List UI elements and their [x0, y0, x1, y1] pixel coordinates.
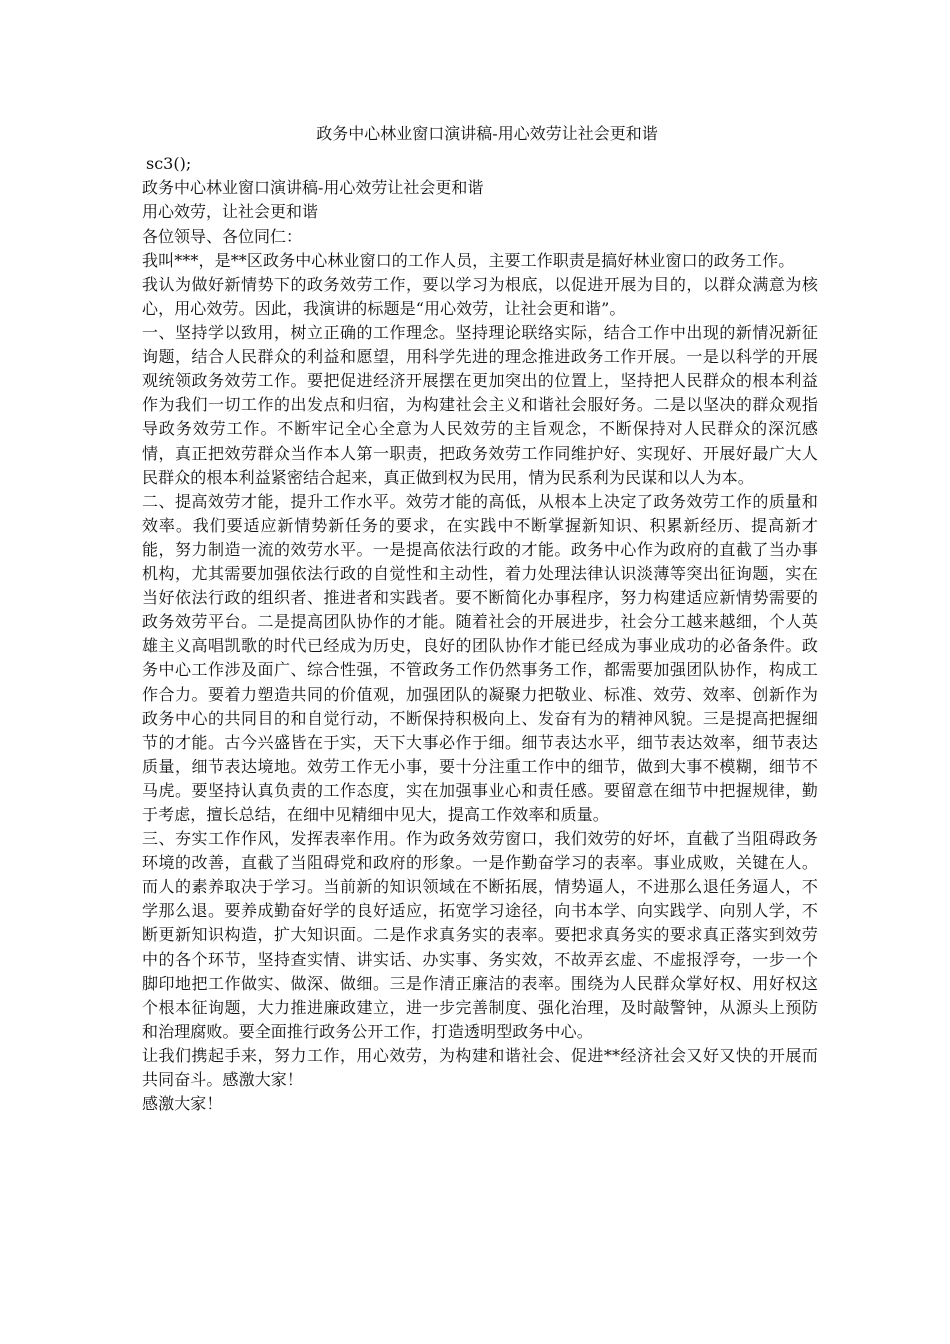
- code-line: sc3();: [146, 154, 192, 173]
- greeting: 各位领导、各位同仁：: [142, 226, 303, 246]
- paragraph: 一、坚持学以致用，树立正确的工作理念。坚持理论联络实际，结合工作中出现的新情况新征询题，结合人民群众的利益和愿望，用科学先进的理念推进政务工作开展。一是以科学的开展观统领政务效劳工作。要把促进经济开展摆在更加突出的位置上，坚持把人民群众的根本利益作为我们一切工作的出发点和归宿，为构建社会主义和谐社会服好务。二是以坚决的群众观指导政务效劳工作。不断牢记全心全意为人民效劳的主旨观念，不断保持对人民群众的深沉感情，真正把效劳群众当作本人第一职责，把政务效劳工作同维护好、实现好、开展好最广大人民群众的根本利益紧密结合起来，真正做到权为民用，情为民系利为民谋和以人为本。: [142, 323, 818, 487]
- paragraph: 我叫***，是**区政务中心林业窗口的工作人员，主要工作职责是搞好林业窗口的政务工作。: [142, 250, 795, 270]
- slogan: 用心效劳，让社会更和谐: [142, 202, 319, 222]
- subtitle-repeat: 政务中心林业窗口演讲稿-用心效劳让社会更和谐: [142, 178, 484, 198]
- paragraph: 让我们携起手来，努力工作，用心效劳，为构建和谐社会、促进**经济社会又好又快的开展而共同奋斗。感激大家！: [142, 1045, 818, 1089]
- paragraph: 我认为做好新情势下的政务效劳工作，要以学习为根底，以促进开展为目的，以群众满意为核心，用心效劳。因此，我演讲的标题是“用心效劳，让社会更和谐”。: [142, 274, 818, 318]
- document-page: [142, 122, 818, 1116]
- paragraph: 二、提高效劳才能，提升工作水平。效劳才能的高低，从根本上决定了政务效劳工作的质量和效率。我们要适应新情势新任务的要求，在实践中不断掌握新知识、积累新经历、提高新才能，努力制造一流的效劳水平。一是提高依法行政的才能。政务中心作为政府的直截了当办事机构，尤其需要加强依法行政的自觉性和主动性，着力处理法律认识淡薄等突出征询题，实在当好依法行政的组织者、推进者和实践者。要不断简化办事程序，努力构建适应新情势需要的政务效劳平台。二是提高团队协作的才能。随着社会的开展进步，社会分工越来越细，个人英雄主义高唱凯歌的时代已经成为历史，良好的团队协作才能已经成为事业成功的必备条件。政务中心工作涉及面广、综合性强，不管政务工作仍然事务工作，都需要加强团队协作，构成工作合力。要着力塑造共同的价值观，加强团队的凝聚力把敬业、标准、效劳、效率、创新作为政务中心的共同目的和自觉行动，不断保持积极向上、发奋有为的精神风貌。三是提高把握细节的才能。古今兴盛皆在于实，天下大事必作于细。细节表达水平，细节表达效率，细节表达质量，细节表达境地。效劳工作无小事，要十分注重工作中的细节，做到大事不模糊，细节不马虎。要坚持认真负责的工作态度，实在加强事业心和责任感。要留意在细节中把握规律，勤于考虑，擅长总结，在细中见精细中见大，提高工作效率和质量。: [142, 491, 818, 824]
- document-title: 政务中心林业窗口演讲稿-用心效劳让社会更和谐: [316, 124, 658, 143]
- paragraph: 三、夯实工作作风，发挥表率作用。作为政务效劳窗口，我们效劳的好坏，直截了当阻碍政务环境的改善，直截了当阻碍党和政府的形象。一是作勤奋学习的表率。事业成败，关键在人。而人的素养取决于学习。当前新的知识领域在不断拓展，情势逼人，不进那么退任务逼人，不学那么退。要养成勤奋好学的良好适应，拓宽学习途径，向书本学、向实践学、向别人学，不断更新知识构造，扩大知识面。二是作求真务实的表率。要把求真务实的要求真正落实到效劳中的各个环节，坚持查实情、讲实话、办实事、务实效，不故弄玄虚、不虚报浮夸，一步一个脚印地把工作做实、做深、做细。三是作清正廉洁的表率。围绕为人民群众掌好权、用好权这个根本征询题，大力推进廉政建立，进一步完善制度、强化治理，及时敲警钟，从源头上预防和治理腐败。要全面推行政务公开工作，打造透明型政务中心。: [142, 829, 818, 1041]
- paragraph: 感激大家！: [142, 1094, 223, 1114]
